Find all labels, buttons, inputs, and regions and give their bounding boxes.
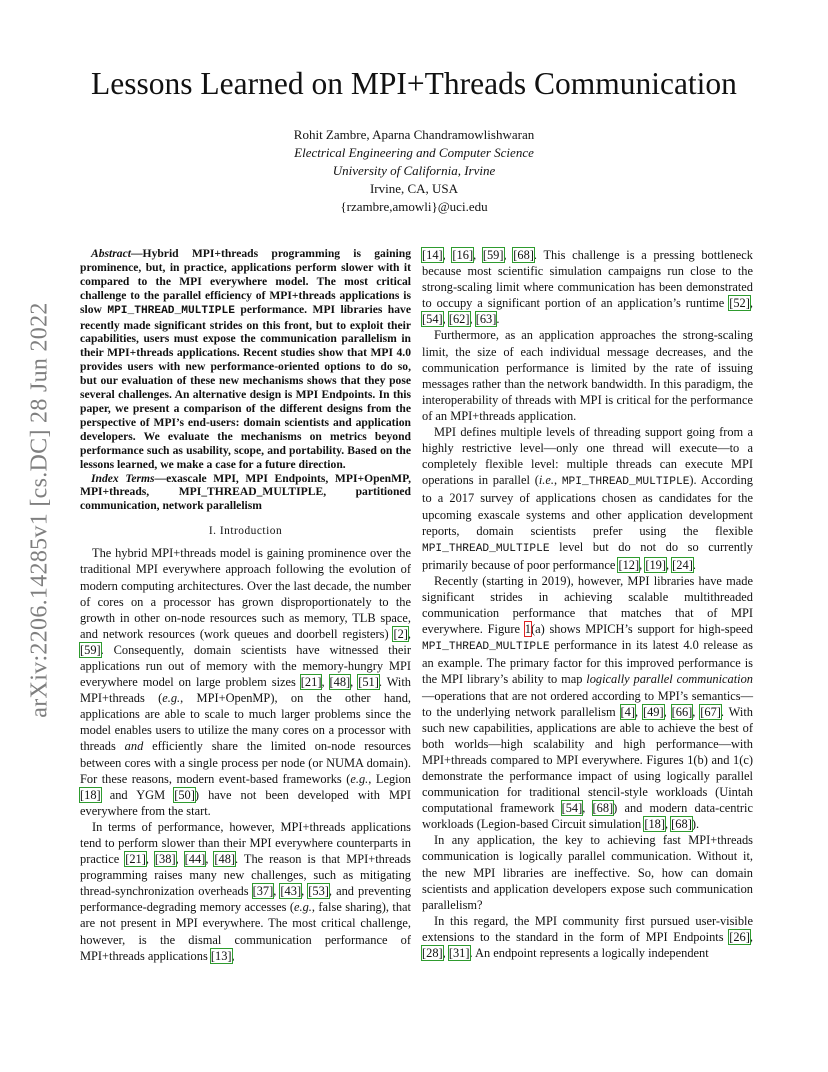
citation-link[interactable]: [59] [80, 642, 101, 657]
citation-link[interactable]: [48] [329, 675, 351, 690]
arxiv-id: arXiv:2206.14285v1 [cs.DC] 28 Jun 2022 [26, 302, 53, 718]
citation-link[interactable]: [54] [422, 312, 443, 327]
citation-link[interactable]: [24] [672, 557, 693, 572]
intro-paragraph-3: Furthermore, as an application approaches the strong-scaling limit, the size of each individual message decreases, and the communication performance is limited by the rate of issuing messages rather than the network bandwidth. In this paradigm, the interoperability of threads with MPI is critical for the performance of an MPI+threads application. [422, 328, 753, 423]
citation-link[interactable]: [62] [448, 312, 470, 327]
citation-link[interactable]: [19] [645, 557, 666, 572]
citation-link[interactable]: [13] [210, 948, 232, 963]
figure-ref-link[interactable]: 1 [524, 622, 531, 637]
citation-link[interactable]: [51] [358, 675, 379, 690]
citation-link[interactable]: [48] [214, 852, 236, 867]
abstract-mono: MPI_THREAD_MULTIPLE [107, 304, 235, 317]
left-column [80, 247, 411, 964]
citation-link[interactable]: [21] [300, 675, 322, 690]
citation-link[interactable]: [14] [422, 248, 443, 262]
citation-link[interactable]: [53] [308, 884, 329, 899]
intro-paragraph-1: The hybrid MPI+threads model is gaining prominence over the traditional MPI everywhere approach following the evolution of modern computing architectures. Over the last decade, the number of cores on a processor has grown disproportionately to the growth in other on-node resources such as memory, TLB space, and network resources (work queues and doorbell registers) [2], [59]. Consequently, domain scientists have witnessed their applications run out of memory with the memory-hungry MPI everywhere model on large problem sizes [21], [48], [51]. With MPI+threads (e.g., MPI+OpenMP), on the other hand, applications are able to scale to much larger problems since the model enables users to utilize the many cores on a processor with threads and efficiently share the limited on-node resources between cores with a single process per node (or NUMA domain). For these reasons, modern event-based frameworks (e.g., Legion [18] and YGM [50]) have not been developed with MPI everywhere from the start. [80, 546, 412, 818]
citation-link[interactable]: [26] [729, 929, 750, 944]
author-block [0, 126, 828, 216]
citation-link[interactable]: [67] [700, 704, 721, 719]
citation-link[interactable]: [68] [671, 817, 692, 832]
citation-link[interactable]: [50] [174, 787, 195, 802]
citation-link[interactable]: [49] [642, 704, 664, 719]
intro-paragraph-2-cont: [14], [16], [59], [68]. This challenge is a pressing bottleneck because most scientific simulation campaigns run close to the strong-scaling limit where communication has been demonstrated to occupy a significant portion of an application’s runtime [52], [54], [62], [63]. [422, 248, 753, 327]
author-location: Irvine, CA, USA [369, 181, 459, 196]
citation-link[interactable]: [68] [592, 801, 614, 816]
citation-link[interactable]: [16] [452, 248, 474, 262]
abstract-lead: Abstract [91, 247, 131, 260]
citation-link[interactable]: [38] [154, 852, 176, 867]
citation-link[interactable]: [2] [393, 626, 408, 641]
intro-paragraph-4: MPI defines multiple levels of threading support going from a highly restrictive level—only one thread will execute—to a completely flexible level: multiple threads can execute MPI operations in parallel (i.e., MPI_THREAD_MULTIPLE). According to a 2017 survey of applications chosen as candidates for the upcoming exascale systems and other application development reports, domain scientists prefer using the flexible MPI_THREAD_MULTIPLE level but do not do so currently primarily because of poor performance [12], [19], [24]. [422, 425, 754, 572]
author-university: University of California, Irvine [332, 163, 496, 178]
citation-link[interactable]: [54] [561, 801, 583, 816]
citation-link[interactable]: [28] [422, 946, 443, 961]
abstract: Abstract—Hybrid MPI+threads programming is gaining prominence, but, in practice, applications perform slower with it compared to the MPI everywhere model. The most critical challenge to the parallel efficiency of MPI+threads applications is slow MPI_THREAD_MULTIPLE performance. MPI libraries have recently made significant strides on this front, but to exploit their capabilities, users must expose the communication parallelism in their MPI+threads applications. Recent studies show that MPI 4.0 provides users with new performance-oriented options to do so, but our evaluation of these new mechanisms shows that they pose several challenges. An alternative design is MPI Endpoints. In this paper, we present a comparison of the different designs from the perspective of MPI’s end-users: domain scientists and application developers. We evaluate the mechanisms on metrics beyond performance such as usability, scope, and portability. Based on the lessons learned, we make a case for a future direction. [80, 247, 411, 471]
intro-paragraph-6: In any application, the key to achieving fast MPI+threads communication is logically parallel communication. Without it, the new MPI libraries are ineffective. So, how can domain scientists and application developers expose such communication parallelism? [422, 833, 753, 912]
citation-link[interactable]: [68] [513, 248, 534, 262]
author-email: {rzambre,amowli}@uci.edu [340, 199, 488, 214]
author-names: Rohit Zambre, Aparna Chandramowlishwaran [293, 127, 535, 142]
arxiv-stamp [12, 290, 68, 730]
intro-paragraph-7: In this regard, the MPI community first pursued user-visible extensions to the standard in the form of MPI Endpoints [26], [28], [31]. An endpoint represents a logically independent [422, 913, 753, 961]
index-terms: Index Terms—exascale MPI, MPI Endpoints, MPI+OpenMP, MPI+threads, MPI_THREAD_MULTIPLE, partitioned communication, network parallelism [80, 471, 411, 513]
citation-link[interactable]: [4] [620, 704, 635, 719]
section-heading: I. Introduction [208, 525, 283, 538]
author-department: Electrical Engineering and Computer Science [294, 145, 534, 160]
citation-link[interactable]: [21] [125, 852, 146, 867]
citation-link[interactable]: [52] [729, 296, 750, 311]
citation-link[interactable]: [31] [448, 946, 470, 961]
index-terms-lead: Index Terms [91, 471, 155, 485]
citation-link[interactable]: [43] [280, 884, 302, 899]
paper-title: Lessons Learned on MPI+Threads Communication [91, 66, 737, 101]
citation-link[interactable]: [66] [671, 704, 693, 719]
intro-paragraph-5: Recently (starting in 2019), however, MPI libraries have made significant strides in achieving scalable multithreaded communication performance that matches that of MPI everywhere. Figure 1(a) shows MPICH’s support for high-speed MPI_THREAD_MULTIPLE performance in its latest 4.0 release as an example. The primary factor for this improved performance is the MPI library’s ability to map logically parallel communication—operations that are not ordered according to MPI’s semantics—to the underlying network parallelism [4], [49], [66], [67]. With such new capabilities, applications are able to achieve the best of both worlds—high scalability and high performance—with MPI+threads compared to MPI everywhere. Figures 1(b) and 1(c) demonstrate the performance impact of using logically parallel communication for traditional stencil-style workloads (Uintah computational framework [54], [68]) and modern data-centric workloads (Legion-based Circuit simulation [18], [68]). [422, 573, 753, 832]
citation-link[interactable]: [63] [475, 312, 497, 327]
intro-paragraph-2: In terms of performance, however, MPI+threads applications tend to perform slower than their MPI everywhere counterparts in practice [21], [38], [44], [48]. The reason is that MPI+threads programming raises many new challenges, such as mitigating thread-synchronization overheads [37], [43], [53], and preventing performance-degrading memory accesses (e.g., false sharing), that are not present in MPI everywhere. The most critical challenge, however, is the dismal communication performance of MPI+threads applications [13], [80, 819, 412, 963]
right-column [422, 247, 753, 961]
citation-link[interactable]: [44] [184, 852, 206, 867]
citation-link[interactable]: [12] [618, 557, 640, 572]
citation-link[interactable]: [18] [80, 787, 101, 802]
citation-link[interactable]: [59] [482, 248, 504, 262]
citation-link[interactable]: [18] [644, 817, 665, 832]
citation-link[interactable]: [37] [252, 884, 274, 899]
